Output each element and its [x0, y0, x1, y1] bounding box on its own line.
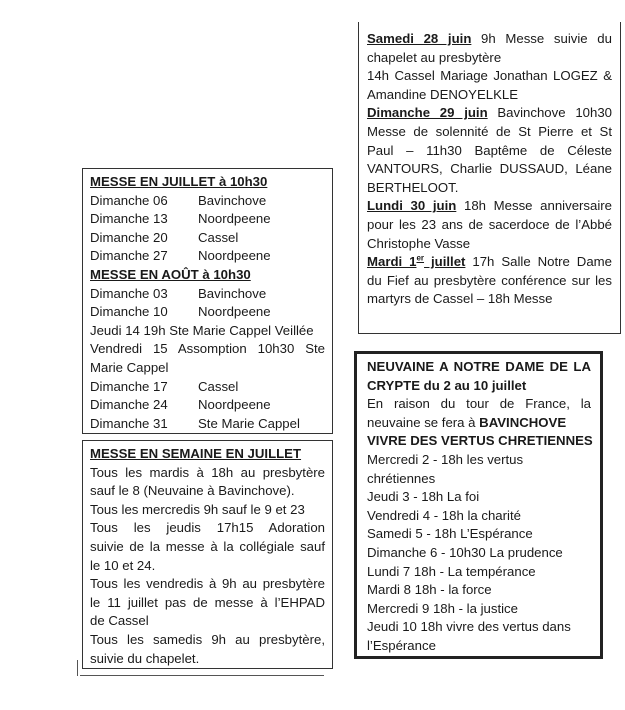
schedule-line — [367, 142, 612, 161]
neuvaine-line — [367, 637, 591, 656]
line-text: Jeudi 14 19h Ste Marie Cappel Veillée — [90, 322, 314, 338]
mass-row — [90, 285, 325, 304]
mass-place: Noordpeene — [198, 248, 271, 264]
bold-text: NEUVAINE A NOTRE DAME DE LA — [367, 359, 591, 374]
schedule-line — [367, 290, 612, 309]
mass-row — [90, 303, 325, 322]
line-text: Mercredi 9 18h - la justice — [367, 600, 518, 616]
weekday-line — [90, 612, 325, 631]
weekday-heading: MESSE EN SEMAINE EN JUILLET — [90, 446, 302, 461]
mass-place: Ste Marie Cappel — [198, 415, 300, 431]
line-text: 14h Cassel Mariage Jonathan LOGEZ & — [367, 68, 612, 84]
mass-day: Dimanche 27 — [90, 248, 168, 264]
line-text: chrétiennes — [367, 470, 436, 486]
mass-day: Dimanche 31 — [90, 415, 168, 431]
line-text: Samedi 5 - 18h L’Espérance — [367, 526, 533, 542]
line-text: le 10 et 24. — [90, 557, 156, 573]
weekday-line — [90, 650, 325, 669]
mass-day: Dimanche 24 — [90, 397, 168, 413]
weekday-line — [90, 519, 325, 538]
schedule-line — [367, 67, 612, 86]
line-text: Tous les mardis à 18h au presbytère — [90, 464, 325, 480]
mass-row — [90, 192, 325, 211]
line-text: 18h Messe anniversaire — [456, 198, 612, 214]
weekday-line — [90, 594, 325, 613]
line-text: suivie du chapelet. — [90, 650, 200, 666]
schedule-line — [367, 235, 612, 254]
mass-place: Noordpeene — [198, 304, 271, 320]
line-text: Mardi 8 18h - la force — [367, 582, 492, 598]
schedule-line — [367, 30, 612, 49]
line-text: Paul – 11h30 Baptême de Céleste — [367, 142, 612, 158]
date-label: juillet — [424, 254, 466, 270]
mass-place: Cassel — [198, 229, 239, 245]
bottom-rule-line — [80, 675, 324, 676]
line-text: Marie Cappel — [90, 359, 169, 375]
line-text: Tous les vendredis à 9h au presbytère — [90, 576, 325, 592]
line-text: Mercredi 2 - 18h les vertus — [367, 451, 524, 467]
line-text: 17h Salle Notre Dame — [465, 254, 612, 270]
mass-day: Dimanche 13 — [90, 211, 168, 227]
line-text: En raison du tour de France, la — [367, 396, 591, 412]
neuvaine-line — [367, 600, 591, 619]
schedule-line — [367, 86, 612, 105]
schedule-line — [367, 160, 612, 179]
neuvaine-line — [367, 451, 591, 470]
neuvaine-line — [367, 618, 591, 637]
schedule-late-june-box — [358, 22, 621, 334]
weekday-line — [90, 464, 325, 483]
line-text: Tous les samedis 9h au presbytère, — [90, 631, 325, 647]
mass-place: Cassel — [198, 378, 239, 394]
line-text: pour les 23 ans de sacerdoce de l’Abbé — [367, 216, 612, 232]
neuvaine-line — [367, 358, 591, 377]
mass-place: Noordpeene — [198, 397, 271, 413]
line-text: Dimanche 6 - 10h30 La prudence — [367, 544, 563, 560]
mass-day: Dimanche 20 — [90, 229, 168, 245]
line-text: sauf le 8 (Neuvaine à Bavinchove). — [90, 483, 295, 499]
mass-row — [90, 396, 325, 415]
date-label: Dimanche 29 juin — [367, 105, 488, 121]
line-text: 9h Messe suivie du — [471, 31, 612, 46]
neuvaine-line — [367, 525, 591, 544]
weekday-line — [90, 482, 325, 501]
bold-text: VIVRE DES VERTUS CHRETIENNES — [367, 433, 593, 449]
neuvaine-line — [367, 432, 591, 451]
august-text-line — [90, 322, 325, 341]
schedule-line — [367, 123, 612, 142]
line-text: BERTHELOOT. — [367, 179, 459, 195]
weekday-line — [90, 575, 325, 594]
weekday-line — [90, 631, 325, 650]
weekday-line — [90, 501, 325, 520]
schedule-line — [367, 179, 612, 198]
mass-place: Bavinchove — [198, 285, 267, 301]
line-text: Bavinchove 10h30 — [487, 105, 612, 121]
neuvaine-line — [367, 377, 591, 396]
line-text: du Fief au presbytère conférence sur les — [367, 272, 612, 288]
schedule-line — [367, 49, 612, 68]
line-text: Amandine DENOYELKLE — [367, 86, 518, 102]
schedule-line — [367, 253, 612, 272]
schedule-line — [367, 197, 612, 216]
august-text-line — [90, 359, 325, 378]
line-text: VANTOURS, Charlie DUSSAUD, Léane — [367, 161, 612, 177]
neuvaine-line — [367, 544, 591, 563]
line-text: Lundi 7 18h - La tempérance — [367, 563, 536, 579]
neuvaine-line — [367, 507, 591, 526]
schedule-line — [367, 104, 612, 123]
line-text: Messe de solennité de St Pierre et St — [367, 123, 612, 139]
line-text: le 11 juillet pas de messe à l’EHPAD — [90, 594, 325, 610]
line-text: de Cassel — [90, 613, 149, 629]
line-text: l’Espérance — [367, 637, 436, 653]
line-text: Tous les mercredis 9h sauf le 9 et 23 — [90, 501, 305, 517]
bold-text: BAVINCHOVE — [479, 414, 567, 430]
line-text: Christophe Vasse — [367, 235, 471, 251]
neuvaine-line — [367, 563, 591, 582]
line-text: suivie de la messe à la collégiale sauf — [90, 538, 325, 554]
neuvaine-box — [354, 351, 603, 659]
bold-text: CRYPTE du 2 au 10 juillet — [367, 377, 527, 393]
neuvaine-line — [367, 488, 591, 507]
mass-row — [90, 247, 325, 266]
date-label: Lundi 30 juin — [367, 198, 457, 214]
line-text: chapelet au presbytère — [367, 49, 502, 65]
august-text-line — [90, 340, 325, 359]
neuvaine-line — [367, 581, 591, 600]
mass-day: Dimanche 10 — [90, 304, 168, 320]
neuvaine-line — [367, 395, 591, 414]
bottom-tick-line — [77, 660, 78, 676]
neuvaine-line — [367, 470, 591, 489]
mass-row — [90, 378, 325, 397]
date-label: Mardi 1 — [367, 254, 417, 270]
august-heading: MESSE EN AOÛT à 10h30 — [90, 266, 251, 282]
sunday-masses-box — [82, 168, 333, 434]
mass-row — [90, 415, 325, 434]
line-text: Jeudi 3 - 18h La foi — [367, 489, 480, 505]
line-text: martyrs de Cassel – 18h Messe — [367, 291, 553, 307]
weekday-masses-box — [82, 440, 333, 669]
weekday-line — [90, 538, 325, 557]
schedule-line — [367, 216, 612, 235]
mass-row — [90, 210, 325, 229]
july-heading: MESSE EN JUILLET à 10h30 — [90, 174, 268, 189]
mass-row — [90, 229, 325, 248]
mass-day: Dimanche 03 — [90, 285, 168, 301]
line-text: Tous les jeudis 17h15 Adoration — [90, 520, 325, 536]
mass-day: Dimanche 06 — [90, 192, 168, 208]
line-text: Jeudi 10 18h vivre des vertus dans — [367, 619, 571, 635]
mass-place: Bavinchove — [198, 192, 267, 208]
schedule-line — [367, 272, 612, 291]
mass-place: Noordpeene — [198, 211, 271, 227]
date-label: Samedi 28 juin — [367, 31, 472, 46]
neuvaine-line — [367, 414, 591, 433]
line-text: Vendredi 15 Assomption 10h30 Ste — [90, 341, 325, 357]
line-text: neuvaine se fera à — [367, 414, 480, 430]
mass-day: Dimanche 17 — [90, 378, 168, 394]
line-text: Vendredi 4 - 18h la charité — [367, 507, 521, 523]
date-superscript: er — [416, 253, 425, 263]
weekday-line — [90, 557, 325, 576]
